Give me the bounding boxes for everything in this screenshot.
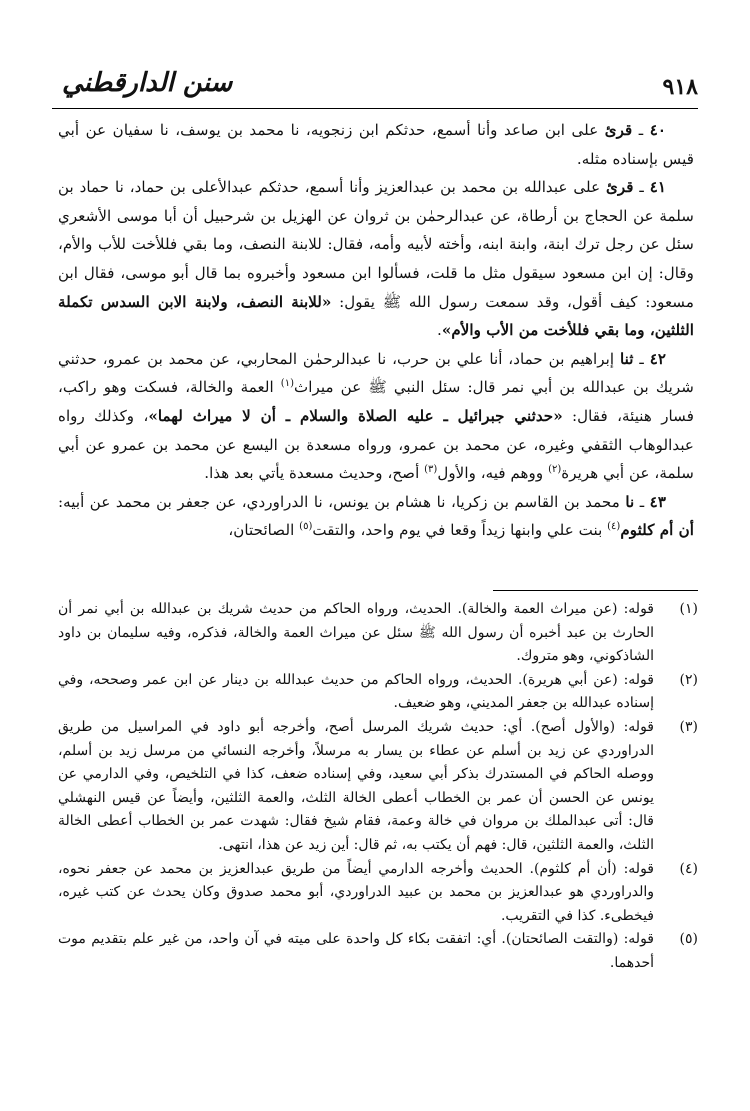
- hadith-41: ٤١ ـ قرئ على عبدالله بن محمد بن عبدالعزيز وأنا أسمع، حدثكم عبدالأعلى بن حماد، نا حماد بن سلمة عن الحجاج بن أرطاة، عن عبدالرحمٰن بن ثروان عن الهزيل بن شرحبيل أن أبا موسى الأشعري سئل عن رجل ترك ابنة، وابنة ابنه، وأخته لأبيه وأمه، فقال: للابنة النصف، وما بقي فللأخت للأب والأم، وقال: إن ابن مسعود سيقول مثل ما قلت، فسألوا ابن مسعود وأخبروه بما قال أبو موسى، فقال ابن مسعود: كيف أقول، وقد سمعت رسول الله ﷺ يقول: «للابنة النصف، ولابنة الابن السدس تكملة الثلثين، وما بقي فللأخت من الأب والأم».: [58, 178, 694, 340]
- hadith-42: ٤٢ ـ ثنا إبراهيم بن حماد، أنا علي بن حرب، نا عبدالرحمٰن المحاربي، عن محمد بن عمرو، حدثني شريك بن عبدالله بن أبي نمر قال: سئل النبي ﷺ عن ميراث$^{(١)}$ العمة والخالة، فسكت وهو راكب، فسار هنيئة، فقال: «حدثني جبرائيل ـ عليه الصلاة والسلام ـ أن لا ميراث لهما»، وكذلك رواه عبدالوهاب الثقفي وغيره، عن محمد بن عمرو، ورواه مسعدة بن اليسع عن محمد بن عمرو عن أبي سلمة، عن أبي هريرة$^{(٢)}$ ووهم فيه، والأول$^{(٣)}$ أصح، وحديث مسعدة يأتي بعد هذا.: [58, 349, 695, 483]
- footnote-number: (٥): [679, 931, 698, 948]
- hadith-number: ٤٠: [649, 121, 667, 139]
- footnote-number: (٤): [679, 860, 698, 877]
- hadith-keyword: نا: [625, 492, 635, 511]
- hadith-text: على عبدالله بن محمد بن عبدالعزيز وأنا أسمع، حدثكم عبدالأعلى بن حماد، نا حماد بن سلمة عن الحجاج بن أرطاة، عن عبدالرحمٰن بن ثروان عن الهزيل بن شرحبيل أن أبا موسى الأشعري سئل عن رجل ترك ابنة، وابنة ابنه، وأخته لأبيه وأمه، فقال: للابنة النصف، وما بقي فللأخت للأب والأم، وقال: إن ابن مسعود سيقول مثل ما قلت، فسألوا ابن مسعود وأخبروه بما قال أبو موسى، فقال ابن مسعود: كيف أقول، وقد سمعت رسول الله ﷺ يقول:: [58, 178, 694, 311]
- hadith-keyword: قرئ: [606, 178, 634, 197]
- footnote-ref-1[interactable]: (١): [280, 378, 294, 390]
- hadith-number: ٤١: [649, 178, 667, 197]
- footnote-4: [58, 858, 698, 929]
- hadith-number: ٤٣: [649, 492, 666, 511]
- hadith-text: على ابن صاعد وأنا أسمع، حدثكم ابن زنجويه، نا محمد بن يوسف، نا سفيان عن أبي قيس بإسناده مثله.: [58, 121, 694, 168]
- footnote-3: [58, 716, 698, 858]
- hadith-keyword: ثنا: [620, 349, 634, 368]
- footnote-text: قوله: (عن ميراث العمة والخالة). الحديث، ورواه الحاكم من حديث شريك بن عبدالله بن أبي نمر أن الحارث بن عبد أخبره أن رسول الله ﷺ سئل عن ميراث العمة والخالة، فذكره، وفيه سليمان بن داود الشاذكوني، وهو متروك.: [58, 601, 654, 665]
- footnote-5: [58, 928, 698, 975]
- page-header: [52, 66, 698, 106]
- main-text: [58, 116, 694, 545]
- footnote-number: (٣): [679, 718, 698, 735]
- footnote-ref-3[interactable]: (٣): [424, 464, 438, 476]
- footnote-text: قوله: (أن أم كلثوم). الحديث وأخرجه الدارمي أيضاً من طريق عبدالعزيز بن محمد عن جعفر نحوه، والدراوردي هو عبدالعزيز بن محمد بن عبيد الدراوردي، أبو محمد صدوق وكان يحدث عن كتب غيره، فيخطىء. كذا في التقريب.: [58, 860, 654, 924]
- hadith-text: أصح، وحديث مسعدة يأتي بعد هذا.: [204, 464, 425, 483]
- hadith-43: ٤٣ ـ نا محمد بن القاسم بن زكريا، نا هشام بن يونس، نا الدراوردي، عن جعفر بن محمد عن أبيه: أن أم كلثوم$^{(٤)}$ بنت علي وابنها زيداً وقعا في يوم واحد، والتقت$^{(٥)}$ الصائحتان،: [58, 492, 694, 540]
- page-number: ٩١٨: [662, 74, 698, 100]
- hadith-number: ٤٢: [649, 349, 667, 368]
- footnote-number: (١): [679, 601, 698, 617]
- footnotes: [58, 598, 698, 976]
- quoted-phrase: أن أم كلثوم: [620, 521, 694, 540]
- hadith-text: بنت علي وابنها زيداً وقعا في يوم واحد، والتقت: [312, 521, 608, 540]
- footnote-divider: [493, 590, 698, 591]
- footnote-number: (٢): [679, 671, 698, 688]
- footnote-text: قوله: (والأول أصح). أي: حديث شريك المرسل أصح، وأخرجه أبو داود في المراسيل من طريق الدراوردي عن زيد بن أسلم عن عطاء بن يسار به مرسلاً، وأخرجه النسائي من مرسل زيد بن أسلم، ووصله الحاكم في المستدرك بذكر أبي سعيد، وفي إسناده ضعف، كذا في التلخيص، وفي الدارمي عن يونس عن الحسن أن عمر بن الخطاب أعطى الخالة الثلث، والعمة الثلثين، وأيضاً عن قيس النهشلي قال: أتى عبدالملك بن مروان في خالة وعمة، فقام شيخ فقال: شهدت عمر بن الخطاب أعطى الخالة الثلث، والعمة الثلثين، قال: فهم أن يكتب به، ثم قال: أين زيد عن هذا، انتهى.: [58, 718, 654, 853]
- hadith-text: الصائحتان،: [228, 521, 300, 540]
- hadith-text: ووهم فيه، والأول: [437, 464, 549, 483]
- footnote-text: قوله: (عن أبي هريرة). الحديث، ورواه الحاكم من حديث عبدالله بن دينار عن ابن عمر وصححه، وفي إسناده عبدالله بن جعفر المديني، وهو ضعيف.: [58, 671, 654, 712]
- footnote-text: قوله: (والتقت الصائحتان). أي: اتفقت بكاء كل واحدة على ميته في آن واحد، من غير علم بتقديم موت أحدهما.: [58, 931, 654, 971]
- footnote-ref-5[interactable]: (٥): [299, 521, 313, 533]
- footnote-1: [58, 598, 698, 669]
- footnote-2: [58, 669, 698, 716]
- hadith-text: العمة والخالة، فسكت وهو راكب، فسار هنيئة، فقال:: [58, 378, 694, 425]
- hadith-text: ، وكذلك رواه عبدالوهاب الثقفي وغيره، عن محمد بن عمرو، ورواه مسعدة بن اليسع عن محمد بن عمرو عن أبي سلمة، عن أبي هريرة: [58, 406, 694, 483]
- hadith-text: إبراهيم بن حماد، أنا علي بن حرب، نا عبدالرحمٰن المحاربي، عن محمد بن عمرو، حدثني شريك بن عبدالله بن أبي نمر قال: سئل النبي ﷺ عن ميراث: [58, 349, 695, 397]
- prophetic-quote: «حدثني جبرائيل ـ عليه الصلاة والسلام ـ أن لا ميراث لهما»: [148, 406, 563, 425]
- hadith-text: محمد بن القاسم بن زكريا، نا هشام بن يونس، نا الدراوردي، عن جعفر بن محمد عن أبيه:: [58, 492, 620, 511]
- footnote-ref-4[interactable]: (٤): [607, 521, 621, 533]
- hadith-keyword: قرئ: [604, 121, 633, 139]
- hadith-text: .: [437, 321, 442, 340]
- book-title: سنن الدارقطني: [62, 68, 233, 98]
- hadith-40: ٤٠ ـ قرئ على ابن صاعد وأنا أسمع، حدثكم ابن زنجويه، نا محمد بن يوسف، نا سفيان عن أبي قيس بإسناده مثله.: [58, 121, 694, 168]
- prophetic-quote: «للابنة النصف، ولابنة الابن السدس تكملة الثلثين، وما بقي فللأخت من الأب والأم»: [58, 292, 694, 340]
- header-divider: [52, 108, 698, 109]
- footnote-ref-2[interactable]: (٢): [548, 464, 562, 476]
